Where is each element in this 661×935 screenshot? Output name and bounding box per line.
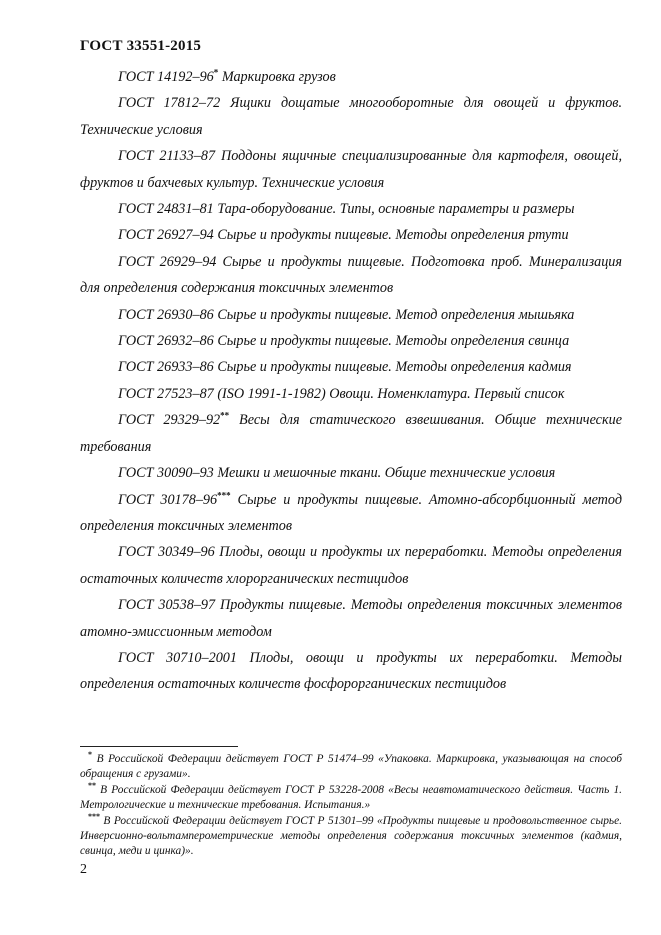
footnotes (80, 752, 622, 860)
reference-item: ГОСТ 30178–96*** Сырье и продукты пищевые. Атомно-абсорбционный метод определения токсичных элементов (80, 489, 623, 534)
footnote-divider (80, 746, 238, 747)
reference-item: ГОСТ 21133–87 Поддоны ящичные специализированные для картофеля, овощей, фруктов и бахчевых культур. Технические условия (80, 148, 622, 191)
reference-item: ГОСТ 14192–96* Маркировка грузов (118, 67, 336, 85)
reference-item: ГОСТ 30710–2001 Плоды, овощи и продукты их переработки. Методы определения остаточных количеств фосфорорганических пестицидов (80, 649, 622, 693)
reference-item: ГОСТ 29329–92** Весы для статического взвешивания. Общие технические требования (80, 410, 622, 455)
footnote: *** В Российской Федерации действует ГОСТ Р 51301–99 «Продукты пищевые и продовольственное сырье. Инверсионно-вольтамперометрические методы определения содержания токсичных элементов (кадмия, свинца, меди и цинка)». (80, 811, 622, 858)
reference-item: ГОСТ 26927–94 Сырье и продукты пищевые. Методы определения ртути (118, 227, 569, 244)
footnote: * В Российской Федерации действует ГОСТ Р 51474–99 «Упаковка. Маркировка, указывающая на способ обращения с грузами». (80, 750, 622, 781)
reference-item: ГОСТ 24831–81 Тара-оборудование. Типы, основные параметры и размеры (118, 201, 575, 218)
references-list (80, 64, 622, 698)
reference-item: ГОСТ 26932–86 Сырье и продукты пищевые. Методы определения свинца (118, 333, 570, 350)
reference-item: ГОСТ 17812–72 Ящики дощатые многооборотные для овощей и фруктов. Технические условия (80, 95, 622, 138)
footnote: ** В Российской Федерации действует ГОСТ Р 53228-2008 «Весы неавтоматического действия. Часть 1. Метрологические и технические требования. Испытания.» (80, 781, 622, 812)
reference-item: ГОСТ 26929–94 Сырье и продукты пищевые. Подготовка проб. Минерализация для определения содержания токсичных элементов (80, 253, 622, 297)
document-header: ГОСТ 33551-2015 (80, 38, 202, 54)
reference-item: ГОСТ 27523–87 (ISO 1991-1-1982) Овощи. Номенклатура. Первый список (118, 385, 565, 402)
reference-item: ГОСТ 26933–86 Сырье и продукты пищевые. Методы определения кадмия (118, 359, 572, 376)
reference-item: ГОСТ 30538–97 Продукты пищевые. Методы определения токсичных элементов атомно-эмиссионным методом (80, 597, 622, 640)
reference-item: ГОСТ 26930–86 Сырье и продукты пищевые. Метод определения мышьяка (118, 306, 575, 323)
reference-item: ГОСТ 30090–93 Мешки и мешочные ткани. Общие технические условия (118, 465, 556, 482)
page-number: 2 (80, 862, 87, 877)
reference-item: ГОСТ 30349–96 Плоды, овощи и продукты их переработки. Методы определения остаточных количеств хлорорганических пестицидов (80, 544, 622, 587)
